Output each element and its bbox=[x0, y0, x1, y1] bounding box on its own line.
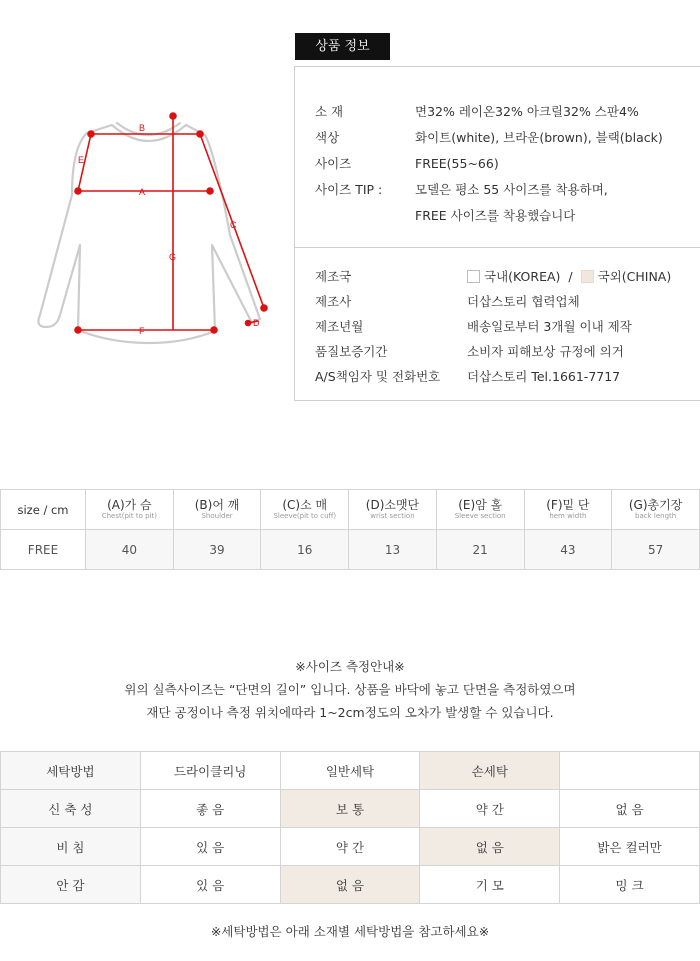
care-row-sheer bbox=[1, 828, 700, 866]
size-table-row bbox=[1, 530, 700, 570]
care-row-wash-method bbox=[1, 752, 700, 790]
care-option: 없 음 bbox=[420, 828, 560, 866]
size-table-header-row bbox=[1, 490, 700, 530]
origin-domestic: 국내(KOREA) bbox=[484, 269, 561, 284]
origin-separator: / bbox=[568, 269, 573, 284]
info-value: 면32% 레이온32% 아크릴32% 스판4% bbox=[415, 104, 639, 119]
info-label: 사이즈 bbox=[315, 156, 352, 171]
care-option: 일반세탁 bbox=[280, 752, 420, 790]
label-c: C bbox=[230, 220, 237, 230]
size-header-wrist: (D)소맷단 wrist section bbox=[349, 490, 437, 530]
notice-line-1: 위의 실측사이즈는 “단면의 길이” 입니다. 상품을 바닥에 놓고 단면을 측정하였으며 bbox=[124, 682, 576, 697]
care-option: 있 음 bbox=[140, 866, 280, 904]
info-label: 사이즈 TIP : bbox=[315, 182, 383, 197]
info-label: 제조국 bbox=[315, 269, 352, 284]
size-value-length: 57 bbox=[612, 530, 700, 570]
care-row-stretch bbox=[1, 790, 700, 828]
care-option: 기 모 bbox=[420, 866, 560, 904]
size-tip-line-2: FREE 사이즈를 착용했습니다 bbox=[415, 208, 576, 223]
care-option: 없 음 bbox=[280, 866, 420, 904]
info-label: 제조년월 bbox=[315, 319, 364, 334]
care-row-label: 안 감 bbox=[1, 866, 141, 904]
care-row-label: 세탁방법 bbox=[1, 752, 141, 790]
measure-lines bbox=[75, 113, 267, 333]
care-option: 밝은 컬러만 bbox=[560, 828, 700, 866]
info-value: FREE(55~66) bbox=[415, 156, 499, 171]
origin-foreign: 국외(CHINA) bbox=[597, 269, 672, 284]
size-table bbox=[0, 489, 700, 570]
size-header-shoulder: (B)어 깨 Shoulder bbox=[173, 490, 261, 530]
size-tip-line-1: 모델은 평소 55 사이즈를 착용하며, bbox=[415, 182, 608, 197]
label-f: F bbox=[139, 326, 145, 336]
size-value-shoulder: 39 bbox=[173, 530, 261, 570]
label-g: G bbox=[169, 252, 177, 262]
size-header-hem: (F)밑 단 hem width bbox=[524, 490, 612, 530]
care-option: 좋 음 bbox=[140, 790, 280, 828]
care-option: 드라이클리닝 bbox=[140, 752, 280, 790]
care-option: 보 통 bbox=[280, 790, 420, 828]
size-header-length: (G)총기장 back length bbox=[612, 490, 700, 530]
size-value-hem: 43 bbox=[524, 530, 612, 570]
label-e: E bbox=[78, 155, 85, 165]
care-row-label: 신 축 성 bbox=[1, 790, 141, 828]
info-value: 소비자 피해보상 규정에 의거 bbox=[467, 344, 624, 359]
label-b: B bbox=[139, 123, 146, 133]
care-row-label: 비 침 bbox=[1, 828, 141, 866]
care-option: 손세탁 bbox=[420, 752, 560, 790]
section-title: 상품 정보 bbox=[295, 33, 390, 60]
info-value: 더삽스토리 협력업체 bbox=[467, 294, 580, 309]
garment-measure-diagram bbox=[20, 105, 280, 365]
size-value-sleeve: 16 bbox=[261, 530, 349, 570]
info-divider bbox=[295, 247, 700, 248]
label-a: A bbox=[139, 187, 146, 197]
size-table-corner: size / cm bbox=[1, 490, 86, 530]
label-d: D bbox=[253, 318, 260, 328]
product-info-box bbox=[294, 66, 700, 401]
care-option: 있 음 bbox=[140, 828, 280, 866]
info-label: 품질보증기간 bbox=[315, 344, 388, 359]
measure-labels bbox=[78, 123, 260, 336]
care-option: 없 음 bbox=[560, 790, 700, 828]
size-value-wrist: 13 bbox=[349, 530, 437, 570]
sweater-outline-icon bbox=[38, 123, 260, 343]
size-header-sleeve: (C)소 매 Sleeve(pit to cuff) bbox=[261, 490, 349, 530]
care-table bbox=[0, 751, 700, 904]
info-value: 배송일로부터 3개월 이내 제작 bbox=[467, 319, 632, 334]
size-label: FREE bbox=[1, 530, 86, 570]
info-label: A/S책임자 및 전화번호 bbox=[315, 369, 441, 384]
info-label: 소 재 bbox=[315, 104, 344, 119]
size-header-chest: (A)가 슴 Chest(pit to pit) bbox=[86, 490, 174, 530]
checkbox-domestic bbox=[467, 270, 480, 283]
origin-options bbox=[467, 268, 700, 286]
checkbox-foreign bbox=[581, 270, 594, 283]
notice-line-2: 재단 공정이나 측정 위치에따라 1~2cm정도의 오차가 발생할 수 있습니다. bbox=[146, 705, 554, 720]
notice-title: ※사이즈 측정안내※ bbox=[295, 659, 405, 674]
info-label: 제조사 bbox=[315, 294, 352, 309]
care-option: 약 간 bbox=[420, 790, 560, 828]
size-header-armhole: (E)암 홀 Sleeve section bbox=[436, 490, 524, 530]
info-value bbox=[415, 181, 700, 225]
care-option: 약 간 bbox=[280, 828, 420, 866]
care-option: 밍 크 bbox=[560, 866, 700, 904]
info-value: 화이트(white), 브라운(brown), 블랙(black) bbox=[415, 130, 663, 145]
care-row-lining bbox=[1, 866, 700, 904]
care-option bbox=[560, 752, 700, 790]
size-value-armhole: 21 bbox=[436, 530, 524, 570]
size-notice bbox=[0, 655, 700, 724]
footer-note: ※세탁방법은 아래 소재별 세탁방법을 참고하세요※ bbox=[210, 924, 490, 939]
info-value: 더삽스토리 Tel.1661-7717 bbox=[467, 369, 621, 384]
size-value-chest: 40 bbox=[86, 530, 174, 570]
info-label: 색상 bbox=[315, 130, 340, 145]
